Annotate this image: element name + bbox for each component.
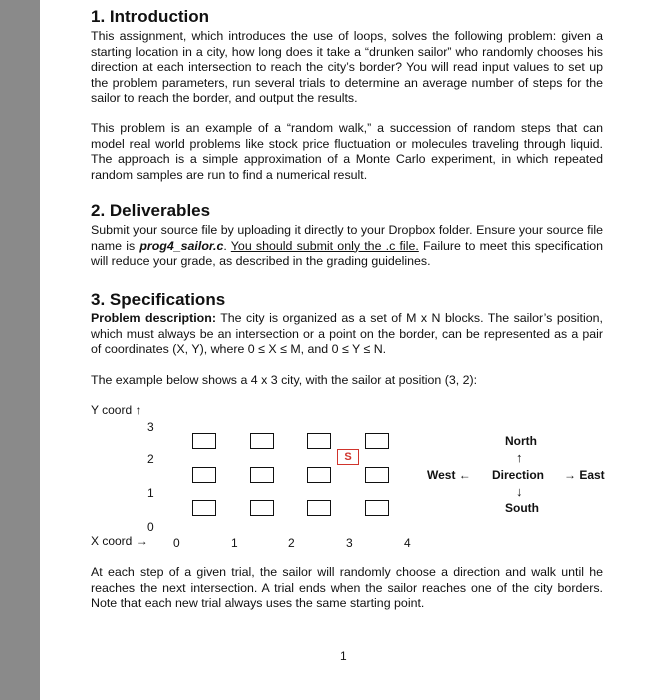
problem-description-text: The city is organized as a set of M x N blocks. The sailor’s position, which must always be an intersection or a point on the border, can be represented as a pair of coordinates (X, Y), where 0 ≤ X ≤ M, and 0 ≤ Y ≤ N. — [91, 311, 603, 357]
city-block — [307, 500, 331, 516]
problem-description-paragraph — [91, 311, 603, 358]
problem-description-label: Problem description: — [91, 311, 216, 325]
y-axis-label: Y coord ↑ — [91, 403, 142, 417]
page-number: 1 — [340, 649, 347, 663]
trial-description-paragraph: At each step of a given trial, the sailor will randomly choose a direction and walk until he reaches the next intersection. A trial ends when the sailor reaches one of the city borders. Note that each new trial always uses the same starting point. — [91, 565, 603, 611]
compass-south: South — [505, 501, 539, 515]
intro-paragraph-1: This assignment, which introduces the use of loops, solves the following problem: given a starting location in a city, how long does it take a “drunken sailor” who randomly chooses his direction at each intersection to reach the city’s border? You will read input values to set up the problem parameters, run several trials to determine an average number of steps for the sailor to reach the border, and output the results. — [91, 29, 603, 106]
compass-north: North — [505, 434, 537, 448]
y-tick-2: 2 — [147, 452, 154, 466]
deliverables-paragraph — [91, 223, 603, 270]
city-block — [365, 467, 389, 483]
compass-east: → East — [564, 468, 605, 482]
x-tick-1: 1 — [231, 536, 238, 550]
city-block — [192, 433, 216, 449]
city-block — [250, 500, 274, 516]
city-block — [307, 433, 331, 449]
city-block — [192, 500, 216, 516]
x-axis-label: X coord → — [91, 534, 148, 548]
city-block — [365, 433, 389, 449]
intro-heading: 1. Introduction — [91, 7, 210, 26]
source-filename: prog4_sailor.c — [139, 238, 224, 253]
city-block — [250, 433, 274, 449]
sailor-marker-letter: S — [344, 451, 352, 463]
city-block — [192, 467, 216, 483]
sailor-position-marker — [337, 449, 359, 465]
deliverables-period: . — [223, 238, 231, 253]
x-tick-0: 0 — [173, 536, 180, 550]
intro-paragraph-2: This problem is an example of a “random walk,” a succession of random steps that can model real world problems like stock price fluctuation or molecules traveling through liquid. The approach is a simple approximation of a Monte Carlo experiment, in which repeated random samples are run to find a numerical result. — [91, 121, 603, 182]
left-margin-bar — [0, 0, 40, 700]
city-block — [307, 467, 331, 483]
deliverables-text-after: Failure to meet this specification will reduce your grade, as described in the grading guidelines. — [91, 238, 603, 269]
x-tick-3: 3 — [346, 536, 353, 550]
city-block — [250, 467, 274, 483]
deliverables-heading: 2. Deliverables — [91, 201, 211, 220]
compass-west: West ← — [427, 468, 471, 482]
specs-heading: 3. Specifications — [91, 290, 226, 309]
document-page — [40, 0, 668, 700]
north-arrow-icon: ↑ — [516, 450, 523, 465]
submit-only-c-note: You should submit only the .c file. — [230, 238, 419, 253]
y-tick-1: 1 — [147, 486, 154, 500]
deliverables-text-before: Submit your source file by uploading it directly to your Dropbox folder. Ensure your source file name is — [91, 223, 603, 253]
city-block — [365, 500, 389, 516]
x-tick-4: 4 — [404, 536, 411, 550]
south-arrow-icon: ↓ — [516, 484, 523, 499]
x-tick-2: 2 — [288, 536, 295, 550]
example-intro-paragraph: The example below shows a 4 x 3 city, with the sailor at position (3, 2): — [91, 373, 478, 387]
compass-direction: Direction — [492, 468, 545, 482]
y-tick-3: 3 — [147, 420, 154, 434]
y-tick-0: 0 — [147, 520, 154, 534]
